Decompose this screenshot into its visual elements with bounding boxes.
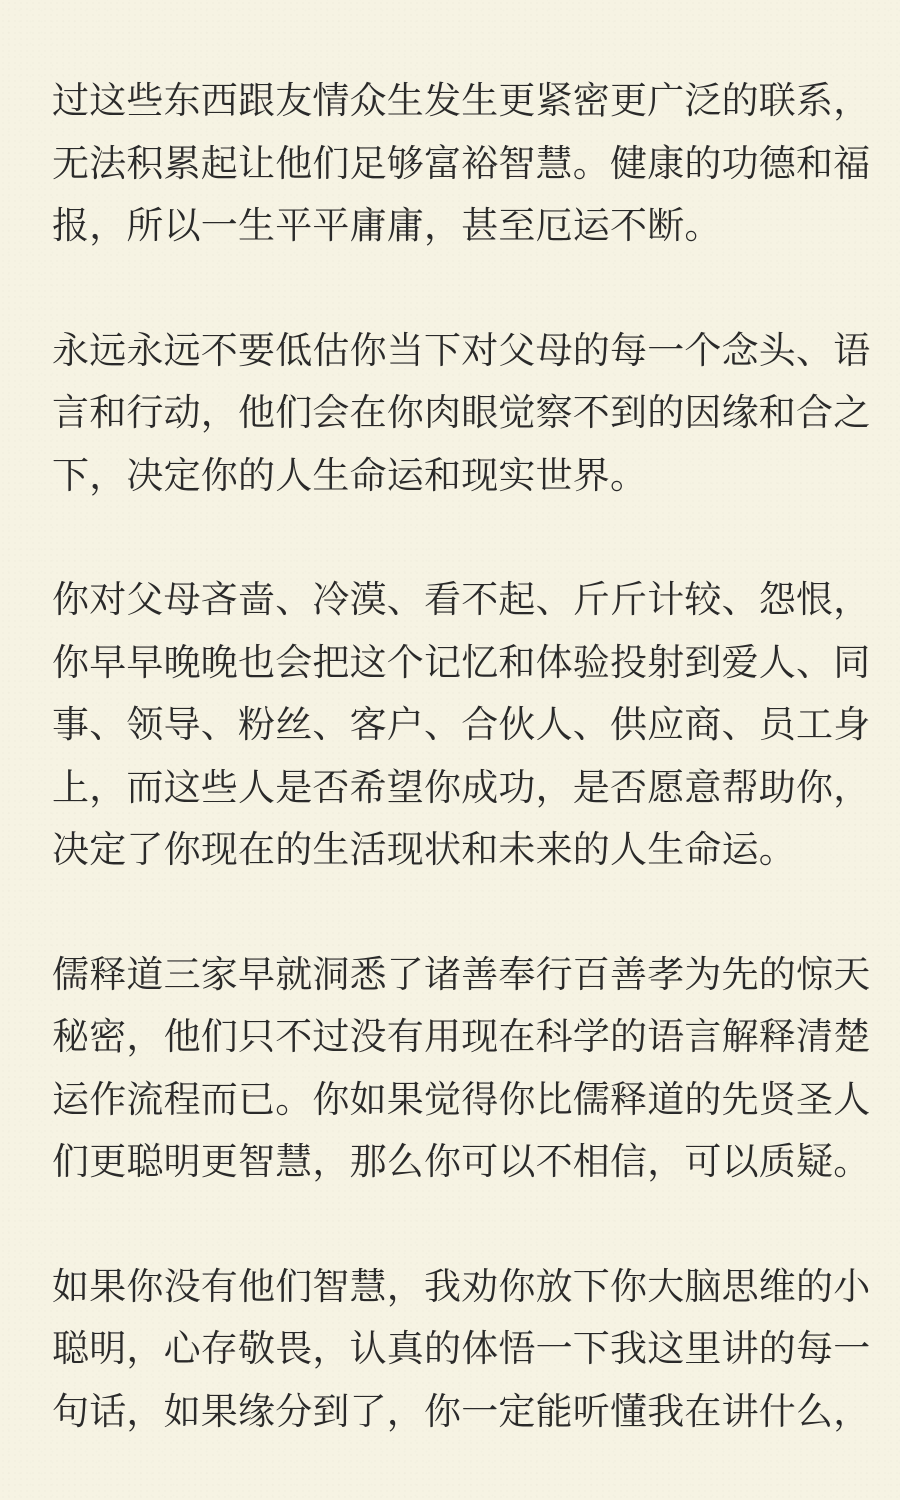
text-line: 运作流程而已。你如果觉得你比儒释道的先贤圣人: [52, 1077, 871, 1121]
text-line: 决定了你现在的生活现状和未来的人生命运。: [52, 828, 796, 871]
text-line: 如果你没有他们智慧，我劝你放下你大脑思维的小: [52, 1264, 871, 1308]
text-line: 聪明，心存敬畏，认真的体悟一下我这里讲的每一: [52, 1327, 871, 1370]
paragraph-5: [52, 1256, 871, 1444]
text-line: 无法积累起让他们足够富裕智慧。健康的功德和福: [52, 141, 871, 185]
text-line: 事、领导、粉丝、客户、合伙人、供应商、员工身: [52, 703, 871, 746]
text-line: 秘密，他们只不过没有用现在科学的语言解释清楚: [52, 1015, 871, 1058]
text-line: 报，所以一生平平庸庸，甚至厄运不断。: [52, 204, 722, 247]
paragraph-3: [52, 569, 871, 882]
text-line: 下，决定你的人生命运和现实世界。: [52, 453, 648, 497]
text-line: 上，而这些人是否希望你成功，是否愿意帮助你，: [52, 765, 871, 809]
text-line: 言和行动，他们会在你肉眼觉察不到的因缘和合之: [52, 391, 871, 434]
paragraph-4: [52, 944, 871, 1194]
text-line: 们更聪明更智慧，那么你可以不相信，可以质疑。: [52, 1140, 871, 1183]
text-line: 永远永远不要低估你当下对父母的每一个念头、语: [52, 328, 871, 372]
text-line: 句话，如果缘分到了，你一定能听懂我在讲什么，: [52, 1389, 871, 1433]
text-line: 你早早晚晚也会把这个记忆和体验投射到爱人、同: [52, 640, 871, 684]
text-line: 过这些东西跟友情众生发生更紧密更广泛的联系，: [52, 79, 871, 122]
text-line: 你对父母吝啬、冷漠、看不起、斤斤计较、怨恨，: [52, 578, 871, 621]
paragraph-1: [52, 70, 871, 258]
paragraph-2: [52, 320, 871, 508]
text-line: 儒释道三家早就洞悉了诸善奉行百善孝为先的惊天: [52, 952, 871, 996]
